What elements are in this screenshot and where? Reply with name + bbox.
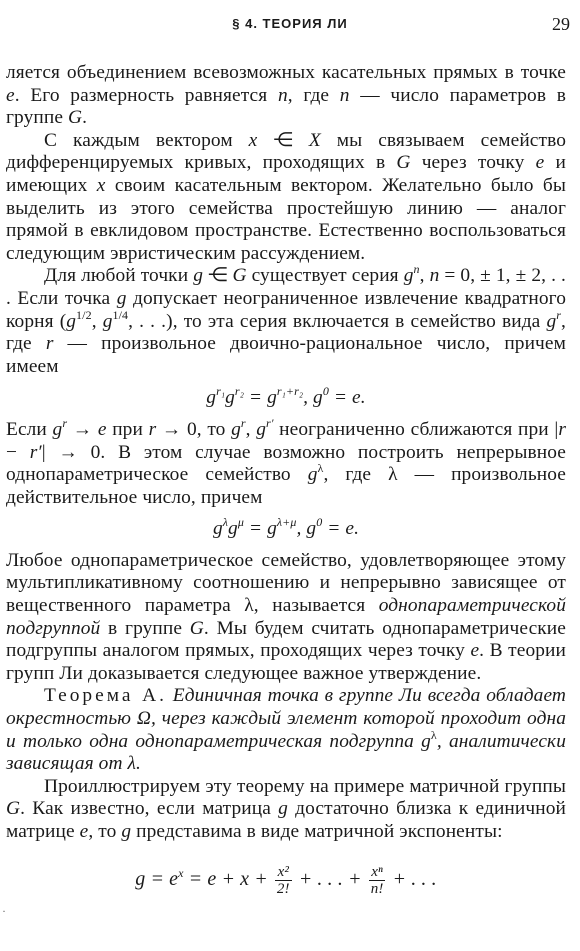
text-run: ⋲ xyxy=(257,129,309,151)
text-run: , где λ — произвольное действительное число, причем xyxy=(6,464,566,508)
text-run: Для любой точки xyxy=(44,265,194,287)
exponent-formula xyxy=(6,864,566,897)
paragraph xyxy=(6,262,567,378)
text-run: . xyxy=(354,518,360,540)
superscript: μ xyxy=(237,515,244,530)
text-run: | → 0. В этом случае возможно построить непрерывное однопараметрическое семейство xyxy=(6,441,566,486)
paragraph xyxy=(6,130,566,266)
text-run: . xyxy=(360,387,366,409)
text-run: . Как известно, если матрица xyxy=(20,798,279,820)
italic-text: g xyxy=(225,387,235,409)
italic-text: Единичная точка в группе Ли всегда обладает окрестностью Ω, через каждый элемент которой проходит одна и только одна однопараметрическая подгруппа xyxy=(6,685,567,752)
italic-text: n xyxy=(339,84,350,106)
paragraph xyxy=(6,685,566,775)
text-run: = 0, ± 1, ± 2, . . . Если точка xyxy=(6,265,566,309)
text-run: ⋲ xyxy=(202,265,233,287)
italic-text: однопараметрической подгруппой xyxy=(6,595,566,639)
text-run: = xyxy=(328,387,353,409)
italic-text: G xyxy=(232,265,247,287)
text-run: , xyxy=(419,265,430,287)
italic-text: g xyxy=(206,387,217,409)
italic-text: e xyxy=(6,84,15,106)
italic-text: n xyxy=(277,84,288,106)
italic-text: x xyxy=(96,174,106,196)
italic-text: g xyxy=(193,265,203,287)
text-run: . В теории групп Ли доказывается следующее важное утверждение. xyxy=(6,640,566,684)
italic-text: r xyxy=(45,333,54,355)
text-run: , xyxy=(296,518,307,540)
text-run: , то xyxy=(88,821,122,842)
paragraph xyxy=(6,776,566,844)
italic-text: r′ xyxy=(29,441,42,463)
formula-tail: + . . . xyxy=(387,867,437,890)
margin-mark: · xyxy=(2,904,6,918)
italic-text: g xyxy=(313,387,323,409)
text-run: в группе xyxy=(100,617,190,639)
text-run: мы связываем семейство дифференцируемых кривых, проходящих в xyxy=(6,129,566,174)
text-run: = xyxy=(243,387,268,409)
italic-text: G xyxy=(6,798,21,820)
superscript: r₁ xyxy=(216,384,226,399)
italic-text: G xyxy=(396,152,411,174)
superscript: λ xyxy=(317,461,324,476)
text-run: → xyxy=(67,418,98,440)
text-run: . Его размерность равняется xyxy=(14,84,278,106)
text-run: . xyxy=(82,107,88,129)
fraction-x2-over-2 xyxy=(275,864,292,897)
display-formula xyxy=(6,515,566,541)
paragraph xyxy=(6,62,566,130)
italic-text: e xyxy=(97,418,107,440)
superscript: 1/4 xyxy=(112,307,129,322)
fraction-denominator: n! xyxy=(370,880,384,897)
italic-text: e xyxy=(79,821,89,842)
italic-text: g xyxy=(116,287,127,309)
text-run: Проиллюстрируем эту теорему на примере матричной группы xyxy=(44,775,566,797)
italic-text: g xyxy=(307,464,318,486)
italic-text: g xyxy=(52,418,63,440)
text-run: = xyxy=(243,518,268,540)
italic-text: g xyxy=(421,730,431,752)
italic-text: e xyxy=(470,640,480,662)
italic-text: n xyxy=(429,265,440,287)
italic-text: e xyxy=(352,387,361,409)
italic-text: g xyxy=(102,310,113,332)
superscript: 1/2 xyxy=(76,307,92,322)
fraction-denominator: 2! xyxy=(276,880,290,897)
text-run: допускает неограниченное извлечение квадратного корня ( xyxy=(6,287,567,332)
text-run: Если xyxy=(6,418,53,440)
text-run: через точку xyxy=(410,152,536,174)
italic-text: r xyxy=(148,418,157,440)
italic-text: e xyxy=(535,152,545,174)
superscript: r xyxy=(240,415,246,430)
italic-text: g xyxy=(212,518,223,540)
italic-text: e xyxy=(345,518,355,540)
text-run: , xyxy=(91,310,103,332)
formula-lhs: g = e xyxy=(135,867,179,890)
running-head: § 4. ТЕОРИЯ ЛИ xyxy=(232,16,348,31)
italic-text: g xyxy=(256,418,267,440)
formula-middle: = e + x + xyxy=(183,867,273,890)
italic-text: g xyxy=(546,310,557,332)
italic-text: g xyxy=(267,387,277,409)
fraction-numerator: x² xyxy=(275,864,292,881)
display-formula xyxy=(6,384,566,410)
italic-text: X xyxy=(308,129,321,151)
text-run: представима в виде матричной экспоненты: xyxy=(131,821,503,842)
text-run: ляется объединением всевозможных касательных прямых в точке xyxy=(6,62,566,83)
superscript: r′ xyxy=(266,415,274,430)
body-text xyxy=(6,62,566,906)
superscript: n xyxy=(413,262,420,277)
italic-text: G xyxy=(68,107,83,129)
formula-lhs-exp: x xyxy=(178,865,184,880)
italic-text: g xyxy=(267,518,277,540)
text-run: . Мы будем считать однопараметрические подгруппы аналогом прямых, проходящих через точку xyxy=(6,617,566,662)
text-run: → 0, то xyxy=(156,418,232,440)
superscript: r₁+r₂ xyxy=(276,384,304,399)
superscript: 0 xyxy=(316,515,323,530)
paragraph xyxy=(6,415,566,509)
superscript: λ+μ xyxy=(276,515,297,530)
paragraph xyxy=(6,550,566,686)
text-run: — произвольное двоично-рациональное число, причем имеем xyxy=(6,333,566,377)
superscript: λ xyxy=(222,515,229,530)
italic-text: g xyxy=(66,310,77,332)
formula-ellipsis: + . . . + xyxy=(293,867,367,890)
text-run: — число параметров в группе xyxy=(6,84,566,129)
text-run: при xyxy=(106,418,149,440)
text-run: С каждым вектором xyxy=(44,129,249,151)
text-run: , где xyxy=(6,310,566,355)
theorem-label: Теорема А. xyxy=(44,685,167,707)
text-run: , где xyxy=(287,84,340,106)
italic-text: g xyxy=(228,518,238,540)
superscript: λ xyxy=(430,727,437,742)
superscript: r₂ xyxy=(234,384,244,399)
text-run: , xyxy=(303,387,314,409)
italic-text: x xyxy=(248,129,258,151)
page-header xyxy=(6,14,574,38)
page-number: 29 xyxy=(552,14,570,34)
text-run: неограниченно сближаются при | xyxy=(273,418,559,440)
italic-text: g xyxy=(231,418,241,440)
superscript: r xyxy=(62,415,68,430)
italic-text: r xyxy=(558,418,566,440)
italic-text: G xyxy=(189,617,204,639)
text-run: существует серия xyxy=(246,265,404,287)
italic-text: g xyxy=(403,265,414,287)
italic-text: g xyxy=(306,518,317,540)
italic-text: g xyxy=(121,821,132,842)
fraction-xn-over-nfact xyxy=(369,864,386,897)
text-run: , . . .), то эта серия включается в семейство вида xyxy=(128,310,547,332)
fraction-numerator: xⁿ xyxy=(369,864,386,881)
superscript: 0 xyxy=(322,384,329,399)
text-run: и имеющих xyxy=(6,152,566,196)
superscript: r xyxy=(556,307,562,322)
italic-text: g xyxy=(278,798,288,820)
text-run: своим касательным вектором. Желательно было бы выделить из этого семейства простейшую линию — аналог прямой в евклидовом пространстве. Естественно воспользоваться следующим эвристическим рассуждением. xyxy=(6,174,566,264)
text-run: достаточно близка к единичной матрице xyxy=(6,798,566,842)
italic-text: , аналитически зависящая от λ. xyxy=(6,730,566,775)
text-run: − xyxy=(6,441,30,463)
text-run: , xyxy=(245,418,257,440)
text-run: Любое однопараметрическое семейство, удовлетворяющее этому мультипликативному соотношению и непрерывно зависящее от вещественного параметра λ, называется xyxy=(6,549,566,617)
text-run: = xyxy=(322,518,346,540)
